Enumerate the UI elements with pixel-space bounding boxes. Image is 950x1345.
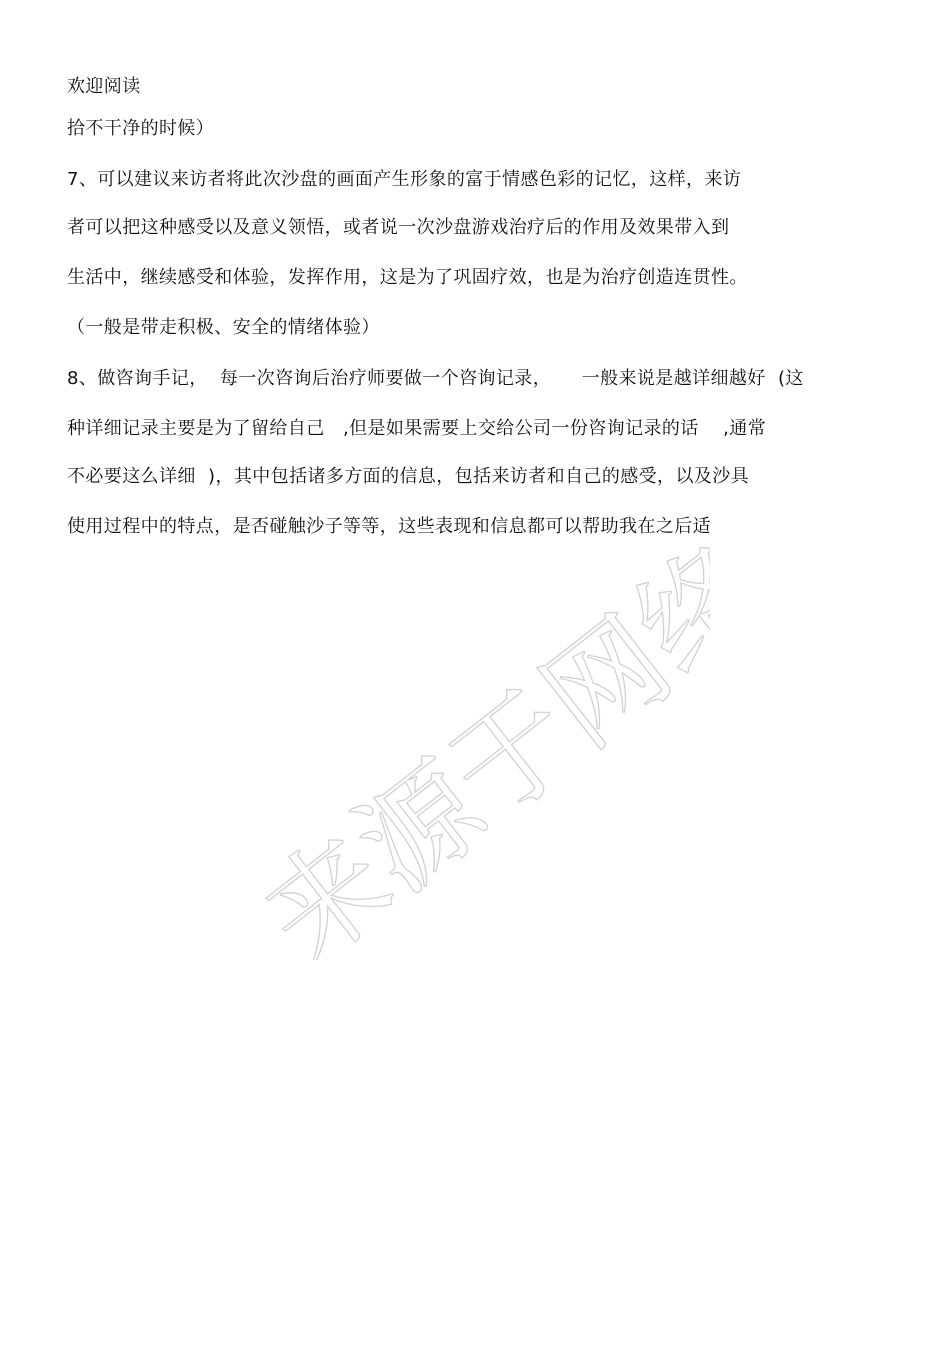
text-line-6: 8、做咨询手记， 每一次咨询后治疗师要做一个咨询记录， 一般来说是越详细越好 (这 — [67, 368, 804, 389]
text-line-4: 生活中，继续感受和体验，发挥作用，这是为了巩固疗效，也是为治疗创造连贯性。 — [67, 267, 748, 288]
text-line-8: 不必要这么详细 )，其中包括诸多方面的信息，包括来访者和自己的感受，以及沙具 — [67, 466, 750, 487]
text-line-1: 拾不干净的时候） — [67, 118, 215, 139]
text-line-5: （一般是带走积极、安全的情绪体验） — [67, 317, 380, 338]
page-header: 欢迎阅读 — [67, 76, 141, 97]
text-line-2: 7、可以建议来访者将此次沙盘的画面产生形象的富于情感色彩的记忆，这样，来访 — [67, 169, 742, 190]
text-line-9: 使用过程中的特点，是否碰触沙子等等，这些表现和信息都可以帮助我在之后适 — [67, 516, 711, 537]
text-line-7: 种详细记录主要是为了留给自己 ,但是如果需要上交给公司一份咨询记录的话 ,通常 — [67, 418, 767, 439]
watermark — [150, 520, 710, 960]
watermark-text: 来源于网络 — [238, 520, 710, 960]
text-line-3: 者可以把这种感受以及意义领悟，或者说一次沙盘游戏治疗后的作用及效果带入到 — [67, 217, 730, 238]
